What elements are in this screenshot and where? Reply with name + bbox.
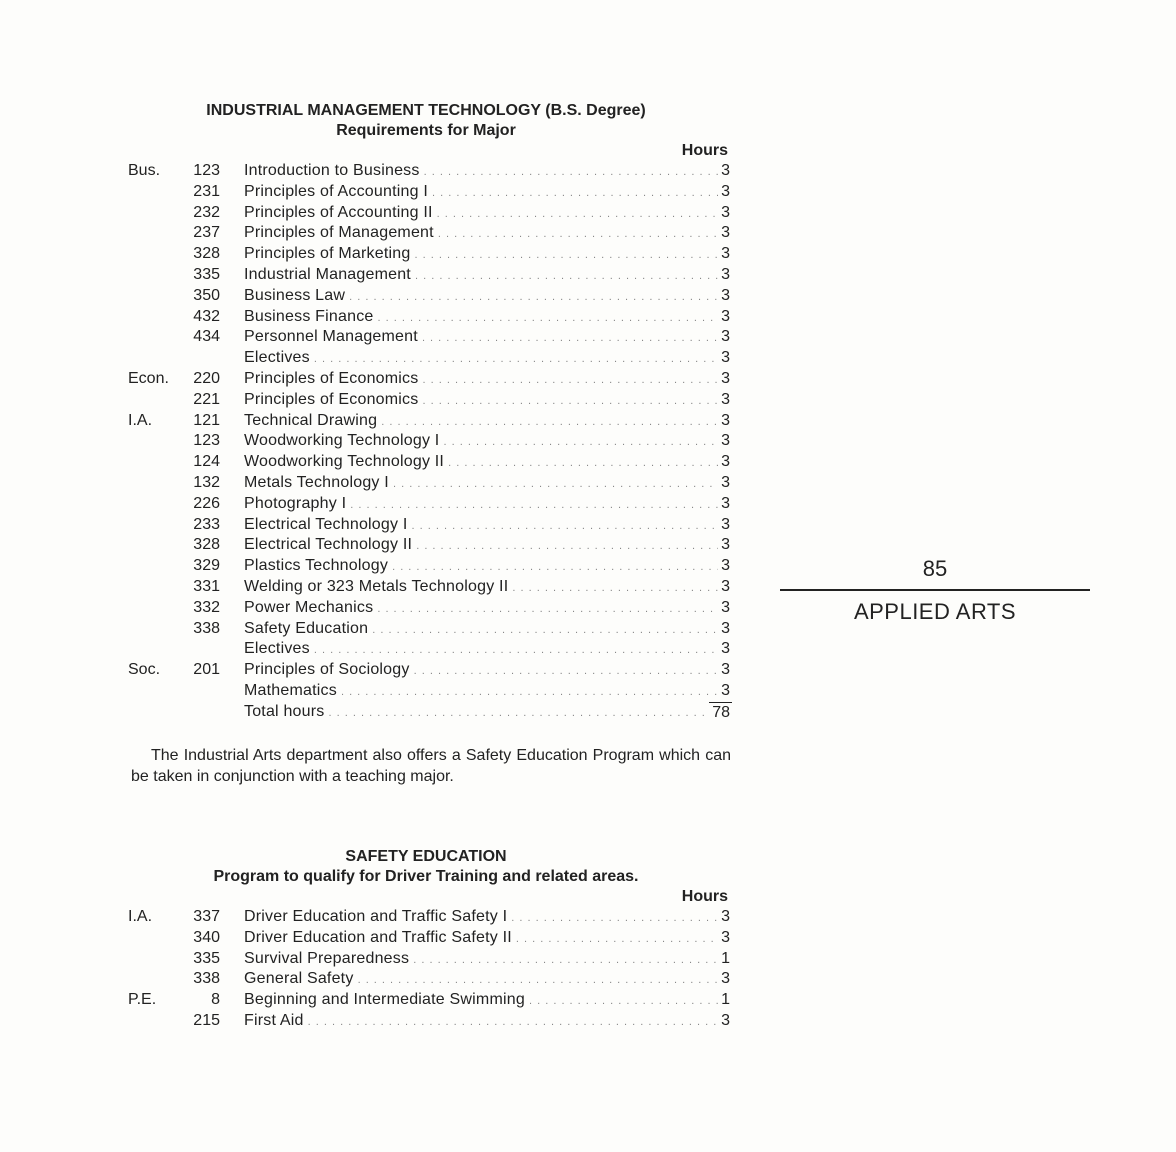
course-dept: I.A. xyxy=(128,411,153,429)
course-row xyxy=(120,161,732,182)
course-row xyxy=(120,327,732,348)
course-row xyxy=(120,411,732,432)
course-dept: I.A. xyxy=(128,908,153,925)
course-title: Electives . . . xyxy=(244,639,732,660)
course-number: 220 xyxy=(193,369,220,387)
course-hours: 3 xyxy=(718,431,732,452)
course-row xyxy=(120,990,732,1011)
course-hours: 3 xyxy=(718,369,732,390)
course-title: Introduction to Business . . . xyxy=(244,161,732,182)
course-row xyxy=(120,494,732,515)
course-title-wrap xyxy=(244,928,732,949)
course-title: Beginning and Intermediate Swimming . . . xyxy=(244,990,732,1011)
safety-course-list xyxy=(120,907,732,1032)
course-hours: 1 xyxy=(718,949,732,970)
course-title-wrap xyxy=(244,949,732,970)
course-hours: 3 xyxy=(718,535,732,556)
course-title-wrap xyxy=(244,265,732,286)
course-hours: 1 xyxy=(718,990,732,1011)
course-title-wrap xyxy=(244,515,732,536)
course-title-wrap xyxy=(244,182,732,203)
course-title: Plastics Technology . . . xyxy=(244,556,732,577)
course-hours: 3 xyxy=(718,203,732,224)
section-divider xyxy=(780,589,1090,591)
course-dept: P.E. xyxy=(128,991,157,1009)
course-hours: 3 xyxy=(718,348,732,369)
course-number: 335 xyxy=(193,265,220,283)
course-title: Electrical Technology I . . . xyxy=(244,515,732,536)
course-hours: 3 xyxy=(718,660,732,681)
imt-hours-header: Hours xyxy=(681,142,728,159)
course-title-wrap xyxy=(244,681,732,702)
course-hours: 3 xyxy=(718,265,732,286)
course-number: 121 xyxy=(193,411,220,429)
course-hours: 3 xyxy=(718,182,732,203)
course-title-wrap xyxy=(244,431,732,452)
course-dept: Bus. xyxy=(128,162,161,179)
course-row xyxy=(120,949,732,970)
course-hours: 3 xyxy=(718,681,732,702)
course-number: 332 xyxy=(193,598,220,616)
course-title-wrap xyxy=(244,969,732,990)
course-title: Welding or 323 Metals Technology II . . . xyxy=(244,577,732,598)
course-hours: 3 xyxy=(718,307,732,328)
course-row xyxy=(120,556,732,577)
course-hours: 3 xyxy=(718,928,732,949)
course-number: 340 xyxy=(193,928,220,946)
course-number: 328 xyxy=(193,536,220,554)
course-row xyxy=(120,639,732,660)
course-hours: 3 xyxy=(718,411,732,432)
course-title-wrap xyxy=(244,598,732,619)
course-hours: 3 xyxy=(718,327,732,348)
course-hours: 3 xyxy=(718,639,732,660)
imt-total-row xyxy=(120,702,732,723)
course-hours: 3 xyxy=(718,286,732,307)
page-number: 85 xyxy=(922,556,948,581)
course-title-wrap xyxy=(244,577,732,598)
course-number: 337 xyxy=(193,908,220,925)
course-title: Principles of Accounting I . . . xyxy=(244,182,732,203)
course-row xyxy=(120,431,732,452)
course-row xyxy=(120,535,732,556)
course-row xyxy=(120,515,732,536)
course-title-wrap xyxy=(244,286,732,307)
course-number: 237 xyxy=(193,224,220,242)
imt-subtitle: Requirements for Major xyxy=(336,122,516,139)
course-number: 331 xyxy=(193,577,220,595)
course-title: Principles of Sociology . . . xyxy=(244,660,732,681)
course-title: Photography I . . . xyxy=(244,494,732,515)
course-number: 123 xyxy=(193,432,220,450)
course-title: Woodworking Technology I . . . xyxy=(244,431,732,452)
course-title: Driver Education and Traffic Safety II . . . xyxy=(244,928,732,949)
course-row xyxy=(120,1011,732,1032)
course-hours: 3 xyxy=(718,473,732,494)
safety-program-note xyxy=(131,746,731,787)
section-label: APPLIED ARTS xyxy=(853,599,1017,624)
course-hours: 3 xyxy=(718,244,732,265)
course-title-wrap xyxy=(244,390,732,411)
course-title-wrap xyxy=(244,161,732,182)
course-number: 215 xyxy=(193,1011,220,1029)
course-row xyxy=(120,598,732,619)
course-title-wrap xyxy=(244,348,732,369)
course-dept: Soc. xyxy=(128,661,161,679)
safety-hours-header: Hours xyxy=(681,888,728,905)
course-title-wrap xyxy=(244,244,732,265)
course-number: 432 xyxy=(193,307,220,325)
course-number: 338 xyxy=(193,970,220,988)
total-label: Total hours . . . xyxy=(244,702,732,723)
course-title-wrap xyxy=(244,619,732,640)
course-title: Driver Education and Traffic Safety I . . . xyxy=(244,907,732,928)
course-hours: 3 xyxy=(718,390,732,411)
course-number: 233 xyxy=(193,515,220,533)
course-number: 226 xyxy=(193,494,220,512)
course-title-wrap xyxy=(244,556,732,577)
course-row xyxy=(120,265,732,286)
course-row xyxy=(120,307,732,328)
course-title: Principles of Management . . . xyxy=(244,223,732,244)
course-number: 335 xyxy=(193,949,220,967)
safety-subtitle: Program to qualify for Driver Training and related areas. xyxy=(213,868,639,885)
course-title: Survival Preparedness . . . xyxy=(244,949,732,970)
course-row xyxy=(120,681,732,702)
course-title: Industrial Management . . . xyxy=(244,265,732,286)
course-title: Business Law . . . xyxy=(244,286,732,307)
course-row xyxy=(120,182,732,203)
course-number: 231 xyxy=(193,182,220,200)
course-hours: 3 xyxy=(718,577,732,598)
course-title-wrap xyxy=(244,639,732,660)
course-row xyxy=(120,473,732,494)
course-title-wrap xyxy=(244,990,732,1011)
course-title: Safety Education . . . xyxy=(244,619,732,640)
course-hours: 3 xyxy=(718,494,732,515)
course-hours: 3 xyxy=(718,556,732,577)
course-number: 132 xyxy=(193,473,220,491)
safety-title: SAFETY EDUCATION xyxy=(345,848,507,865)
course-title-wrap xyxy=(244,494,732,515)
course-title-wrap xyxy=(244,660,732,681)
course-dept: Econ. xyxy=(128,369,169,387)
course-title-wrap xyxy=(244,307,732,328)
course-number: 124 xyxy=(193,453,220,471)
imt-section xyxy=(120,101,732,723)
course-title: Mathematics . . . xyxy=(244,681,732,702)
course-title-wrap xyxy=(244,535,732,556)
course-row xyxy=(120,223,732,244)
imt-course-list xyxy=(120,161,732,702)
course-title: Woodworking Technology II . . . xyxy=(244,452,732,473)
course-title: Principles of Economics . . . xyxy=(244,369,732,390)
course-title-wrap xyxy=(244,452,732,473)
imt-title: INDUSTRIAL MANAGEMENT TECHNOLOGY (B.S. Degree) xyxy=(206,102,646,119)
course-row xyxy=(120,369,732,390)
course-number: 338 xyxy=(193,619,220,637)
course-hours: 3 xyxy=(718,223,732,244)
course-row xyxy=(120,244,732,265)
course-row xyxy=(120,390,732,411)
course-row xyxy=(120,452,732,473)
course-title-wrap xyxy=(244,411,732,432)
course-row xyxy=(120,577,732,598)
course-number: 221 xyxy=(193,390,220,408)
course-row xyxy=(120,348,732,369)
course-number: 201 xyxy=(193,661,220,679)
course-number: 8 xyxy=(211,991,220,1009)
course-title: Electrical Technology II . . . xyxy=(244,535,732,556)
course-hours: 3 xyxy=(718,598,732,619)
course-title: Principles of Accounting II . . . xyxy=(244,203,732,224)
course-number: 434 xyxy=(193,328,220,346)
course-hours: 3 xyxy=(718,161,732,182)
course-title: Personnel Management . . . xyxy=(244,327,732,348)
course-hours: 3 xyxy=(718,452,732,473)
course-title: Power Mechanics . . . xyxy=(244,598,732,619)
course-title-wrap xyxy=(244,473,732,494)
course-title: General Safety . . . xyxy=(244,969,732,990)
course-title: Principles of Economics . . . xyxy=(244,390,732,411)
course-title: First Aid . . . xyxy=(244,1011,732,1032)
course-hours: 3 xyxy=(718,907,732,928)
course-row xyxy=(120,969,732,990)
course-title: Metals Technology I . . . xyxy=(244,473,732,494)
course-hours: 3 xyxy=(718,515,732,536)
course-row xyxy=(120,619,732,640)
course-number: 329 xyxy=(193,557,220,575)
total-label-wrap xyxy=(244,702,732,723)
course-title-wrap xyxy=(244,1011,732,1032)
course-title: Business Finance . . . xyxy=(244,307,732,328)
course-row xyxy=(120,660,732,681)
course-number: 350 xyxy=(193,286,220,304)
course-row xyxy=(120,907,732,928)
course-title: Electives . . . xyxy=(244,348,732,369)
course-number: 328 xyxy=(193,245,220,263)
course-title-wrap xyxy=(244,907,732,928)
course-row xyxy=(120,928,732,949)
course-hours: 3 xyxy=(718,619,732,640)
note-text: The Industrial Arts department also offers a Safety Education Program which can be taken in conjunction with a teaching major. xyxy=(131,747,731,785)
course-title: Principles of Marketing . . . xyxy=(244,244,732,265)
course-hours: 3 xyxy=(718,969,732,990)
course-number: 232 xyxy=(193,203,220,221)
total-hours: 78 xyxy=(709,702,732,722)
course-title-wrap xyxy=(244,327,732,348)
course-hours: 3 xyxy=(718,1011,732,1032)
course-title: Technical Drawing . . . xyxy=(244,411,732,432)
course-title-wrap xyxy=(244,203,732,224)
course-title-wrap xyxy=(244,223,732,244)
course-number: 123 xyxy=(193,162,220,179)
safety-section xyxy=(120,847,732,1032)
course-row xyxy=(120,203,732,224)
course-row xyxy=(120,286,732,307)
course-title-wrap xyxy=(244,369,732,390)
